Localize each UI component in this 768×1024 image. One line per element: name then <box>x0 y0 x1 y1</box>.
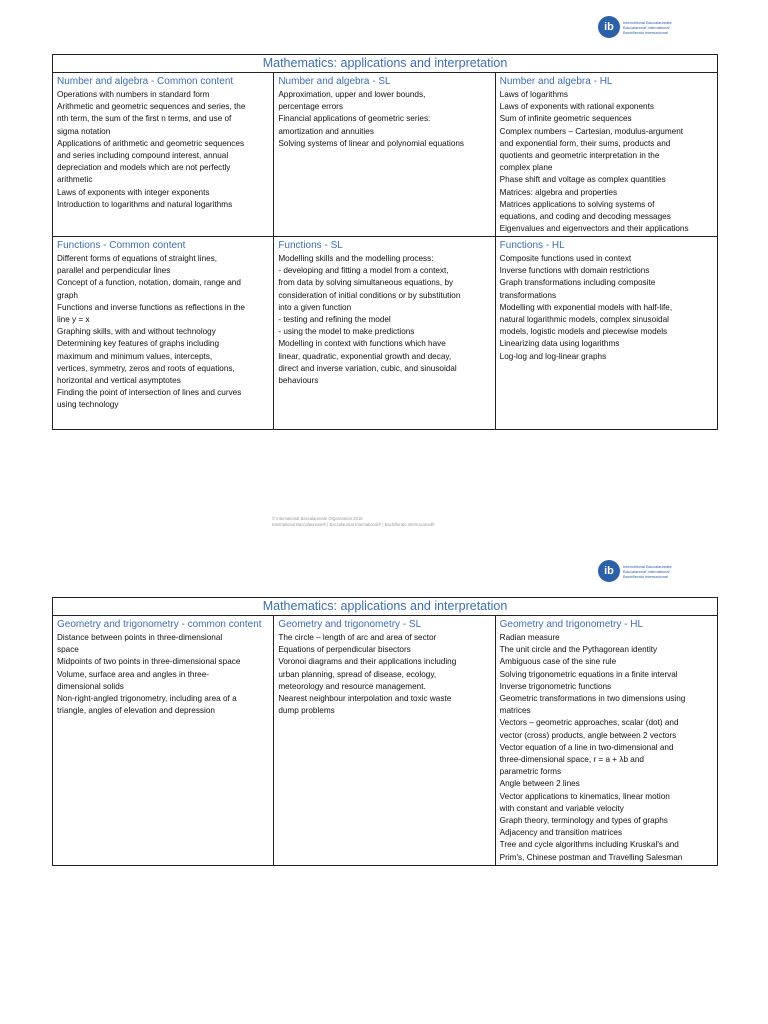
topic-line: Volume, surface area and angles in three- <box>57 669 210 679</box>
topic-line: space <box>57 645 79 655</box>
topic-line: Sum of infinite geometric sequences <box>499 114 632 124</box>
topic-line: Determining key features of graphs including <box>57 339 220 349</box>
ib-logo-icon: ib <box>598 16 620 38</box>
topic-line: Graph transformations including composite <box>499 278 656 288</box>
topic-line: nth term, the sum of the first n terms, and use of <box>57 114 232 124</box>
cell-heading: Number and algebra - SL <box>278 76 391 87</box>
cell-geometry-hl <box>496 616 717 865</box>
topic-line: Matrices: algebra and properties <box>499 187 618 197</box>
cell-functions-sl <box>274 237 495 429</box>
topic-line: three-dimensional space, r = a + λb and <box>499 755 644 765</box>
topic-line: Vector applications to kinematics, linear motion <box>499 791 670 801</box>
cell-geometry-common <box>53 616 274 865</box>
topic-line: Non-right-angled trigonometry, including area of a <box>57 694 237 704</box>
topic-line: Phase shift and voltage as complex quantities <box>499 175 666 185</box>
topic-line: with constant and variable velocity <box>499 803 624 813</box>
table-row-number-algebra <box>53 73 717 237</box>
cell-number-algebra-common <box>53 73 274 236</box>
footer-line: International Baccalaureate® | Baccalauréat International® | Bachillerato Internacional® <box>272 522 435 527</box>
topic-line: amortization and annuities <box>278 126 374 136</box>
topic-line: parametric forms <box>499 767 562 777</box>
topic-line: models, logistic models and piecewise models <box>499 327 668 337</box>
copyright-footer <box>272 516 435 528</box>
topic-line: Laws of exponents with rational exponents <box>499 102 654 112</box>
topic-line: natural logarithmic models, complex sinusoidal <box>499 315 669 325</box>
topic-line: Graphing skills, with and without technology <box>57 327 216 337</box>
topic-line: Vector equation of a line in two-dimensional and <box>499 742 674 752</box>
topic-line: Solving systems of linear and polynomial equations <box>278 138 465 148</box>
topic-line: and series including compound interest, annual <box>57 151 229 161</box>
topic-line: dimensional solids <box>57 681 124 691</box>
topic-line: Tree and cycle algorithms including Kruskal's and <box>499 840 679 850</box>
topic-line: matrices <box>499 706 531 716</box>
logo-text-line: Bachillerato Internacional <box>623 573 668 579</box>
topic-line: vertices, symmetry, zeros and roots of equations, <box>57 363 235 373</box>
topic-line: Financial applications of geometric series: <box>278 114 431 124</box>
cell-functions-hl <box>496 237 717 429</box>
cell-heading: Number and algebra - Common content <box>57 76 234 87</box>
topic-line: Radian measure <box>499 633 560 642</box>
topic-line: Voronoi diagrams and their applications including <box>278 657 457 667</box>
topic-line: - testing and refining the model <box>278 315 391 325</box>
topic-line: using technology <box>57 400 119 410</box>
logo-text-line: Bachillerato Internacional <box>623 29 668 35</box>
topic-line: Inverse trigonometric functions <box>499 681 612 691</box>
topic-line: transformations <box>499 290 557 300</box>
topic-line: Prim's, Chinese postman and Travelling Salesman <box>499 852 683 862</box>
topic-line: Adjacency and transition matrices <box>499 828 623 838</box>
topic-line: maximum and minimum values, intercepts, <box>57 351 213 361</box>
cell-heading: Functions - HL <box>499 240 565 251</box>
topic-line: Ambiguous case of the sine rule <box>499 657 617 667</box>
topic-line: depreciation and models which are not perfectly <box>57 163 231 173</box>
topic-line: Modelling skills and the modelling process: <box>278 254 434 263</box>
ib-logo <box>598 16 672 38</box>
topic-line: from data by solving simultaneous equations, by <box>278 278 454 288</box>
topic-line: Functions and inverse functions as reflections in the <box>57 302 245 312</box>
topic-line: Laws of exponents with integer exponents <box>57 187 210 197</box>
topic-line: Laws of logarithms <box>499 90 568 99</box>
topic-line: percentage errors <box>278 102 343 112</box>
topic-line: Matrices applications to solving systems of <box>499 199 655 209</box>
topic-line: Introduction to logarithms and natural logarithms <box>57 199 233 209</box>
topic-line: vector (cross) products, angle between 2 vectors <box>499 730 677 740</box>
logo-text-line: International Baccalaureate <box>623 19 672 25</box>
table-row-functions <box>53 237 717 429</box>
cell-heading: Geometry and trigonometry - common content <box>57 619 262 630</box>
ib-logo-icon: ib <box>598 560 620 582</box>
topic-line: - developing and fitting a model from a context, <box>278 266 449 276</box>
syllabus-table-geometry <box>52 597 718 866</box>
topic-line: Eigenvalues and eigenvectors and their applications <box>499 224 689 234</box>
topic-line: arithmetic <box>57 175 93 185</box>
topic-line: Finding the point of intersection of lines and curves <box>57 388 242 398</box>
topic-line: triangle, angles of elevation and depression <box>57 706 215 716</box>
topic-line: meteorology and resource management. <box>278 681 426 691</box>
topic-line: complex plane <box>499 163 553 173</box>
topic-line: Arithmetic and geometric sequences and series, the <box>57 102 246 112</box>
topic-line: Complex numbers – Cartesian, modulus-argument <box>499 126 684 136</box>
topic-line: Midpoints of two points in three-dimensional space <box>57 657 241 667</box>
topic-line: horizontal and vertical asymptotes <box>57 376 181 386</box>
cell-heading: Geometry and trigonometry - HL <box>499 619 644 630</box>
table-title: Mathematics: applications and interpretation <box>53 598 717 616</box>
topic-line: Applications of arithmetic and geometric sequences <box>57 138 245 148</box>
footer-line: © International Baccalaureate Organization 2018 <box>272 516 363 521</box>
cell-heading: Functions - Common content <box>57 240 186 251</box>
topic-line: Angle between 2 lines <box>499 779 580 789</box>
topic-line: Geometric transformations in two dimensions using <box>499 694 686 704</box>
logo-text-line: Baccalauréat International <box>623 24 670 30</box>
cell-heading: Functions - SL <box>278 240 343 251</box>
topic-line: sigma notation <box>57 126 111 136</box>
topic-line: linear, quadratic, exponential growth and decay, <box>278 351 452 361</box>
topic-line: Concept of a function, notation, domain, range and <box>57 278 241 288</box>
ib-logo <box>598 560 672 582</box>
table-row-geometry-trigonometry <box>53 616 717 865</box>
topic-line: Approximation, upper and lower bounds, <box>278 90 426 99</box>
topic-line: Distance between points in three-dimensional <box>57 633 223 642</box>
topic-line: quotients and geometric interpretation in the <box>499 151 660 161</box>
topic-line: - using the model to make predictions <box>278 327 415 337</box>
topic-line: Solving trigonometric equations in a finite interval <box>499 669 678 679</box>
topic-line: and exponential form, their sums, products and <box>499 138 671 148</box>
cell-number-algebra-sl <box>274 73 495 236</box>
topic-line: Modelling with exponential models with half-life, <box>499 302 673 312</box>
topic-line: equations, and coding and decoding messages <box>499 212 671 222</box>
cell-heading: Geometry and trigonometry - SL <box>278 619 422 630</box>
topic-line: Graph theory, terminology and types of graphs <box>499 816 668 826</box>
topic-line: Modelling in context with functions which have <box>278 339 446 349</box>
topic-line: dump problems <box>278 706 335 716</box>
cell-geometry-sl <box>274 616 495 865</box>
cell-number-algebra-hl <box>496 73 717 236</box>
topic-line: direct and inverse variation, cubic, and sinusoidal <box>278 363 457 373</box>
topic-line: into a given function <box>278 302 352 312</box>
topic-line: behaviours <box>278 376 319 386</box>
topic-line: The unit circle and the Pythagorean identity <box>499 645 658 655</box>
cell-heading: Number and algebra - HL <box>499 76 613 87</box>
logo-text-line: International Baccalaureate <box>623 563 672 569</box>
logo-text-line: Baccalauréat International <box>623 568 670 574</box>
topic-line: Composite functions used in context <box>499 254 632 263</box>
topic-line: line y = x <box>57 315 90 325</box>
topic-line: parallel and perpendicular lines <box>57 266 171 276</box>
topic-line: Different forms of equations of straight lines, <box>57 254 218 263</box>
cell-functions-common <box>53 237 274 429</box>
topic-line: Linearizing data using logarithms <box>499 339 620 349</box>
topic-line: Operations with numbers in standard form <box>57 90 210 99</box>
topic-line: Inverse functions with domain restrictions <box>499 266 650 276</box>
topic-line: Log-log and log-linear graphs <box>499 351 607 361</box>
topic-line: The circle – length of arc and area of sector <box>278 633 437 642</box>
topic-line: Vectors – geometric approaches, scalar (dot) and <box>499 718 679 728</box>
topic-line: Equations of perpendicular bisectors <box>278 645 411 655</box>
topic-line: consideration of initial conditions or by substitution <box>278 290 461 300</box>
topic-line: graph <box>57 290 78 300</box>
topic-line: urban planning, spread of disease, ecology, <box>278 669 437 679</box>
topic-line: Nearest neighbour interpolation and toxic waste <box>278 694 452 704</box>
table-title: Mathematics: applications and interpretation <box>53 55 717 73</box>
syllabus-table-number-functions <box>52 54 718 430</box>
